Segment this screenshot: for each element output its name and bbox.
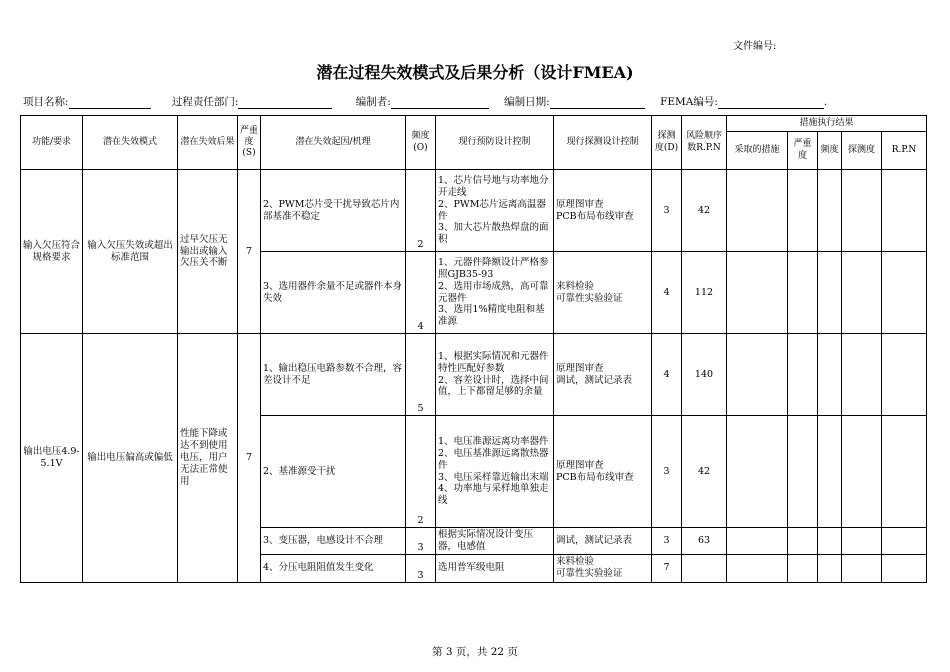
new-severity-cell <box>788 170 818 252</box>
action-cell <box>727 252 788 334</box>
new-detection-cell <box>842 528 882 555</box>
new-occurrence-cell <box>818 554 842 582</box>
function-cell: 输入欠压符合规格要求 <box>21 170 83 334</box>
header-severity: 严重度(S) <box>238 116 261 170</box>
header-new-detection: 探测度 <box>842 132 882 170</box>
responsible-dept-label: 过程责任部门: <box>171 96 239 108</box>
page-footer: 第 3 页，共 22 页 <box>432 646 518 658</box>
new-occurrence-cell <box>818 170 842 252</box>
header-detection-control: 现行探测设计控制 <box>554 116 652 170</box>
header-function: 功能/要求 <box>21 116 83 170</box>
severity-cell: 7 <box>238 170 261 334</box>
header-cause: 潜在失效起因/机理 <box>261 116 406 170</box>
new-occurrence-cell <box>818 416 842 528</box>
editor-label: 编制者: <box>355 96 391 108</box>
effect-cell: 过早欠压无输出或输入欠压关不断 <box>178 170 238 334</box>
table-row <box>21 334 927 416</box>
detection-cell: 3 <box>652 170 682 252</box>
new-rpn-cell <box>882 170 927 252</box>
detection-cell: 3 <box>652 416 682 528</box>
prevention-cell: 1、电压准源远离功率器件 2、电压基准源远离散热器件 3、电压采样靠近输出末端 4、功率地与采样地单独走线 <box>436 416 554 528</box>
header-rpn: 风险顺序数R.P.N <box>682 116 727 170</box>
cause-cell: 4、分压电阻阻值发生变化 <box>261 554 406 582</box>
responsible-dept-field[interactable] <box>238 97 332 109</box>
action-cell <box>727 528 788 555</box>
occurrence-cell <box>406 528 436 555</box>
rpn-cell: 140 <box>682 334 727 416</box>
detection-control-cell: 原理图审查 PCB布局布线审查 <box>554 416 652 528</box>
project-name-field[interactable] <box>69 97 151 109</box>
action-cell <box>727 416 788 528</box>
rpn-cell: 42 <box>682 416 727 528</box>
cause-cell: 2、基准源受干扰 <box>261 416 406 528</box>
new-occurrence-cell <box>818 528 842 555</box>
new-rpn-cell <box>882 416 927 528</box>
rpn-cell: 63 <box>682 528 727 555</box>
cause-cell: 1、输出稳压电路参数不合理，容差设计不足 <box>261 334 406 416</box>
prevention-cell: 选用普军级电阻 <box>436 554 554 582</box>
new-detection-cell <box>842 416 882 528</box>
occurrence-value: 2 <box>417 239 424 251</box>
cause-cell: 3、选用器件余量不足或器件本身失效 <box>261 252 406 334</box>
header-prevention: 现行预防设计控制 <box>436 116 554 170</box>
detection-control-cell: 原理图审查 调试，测试记录表 <box>554 334 652 416</box>
occurrence-value: 5 <box>417 403 424 415</box>
detection-cell: 4 <box>652 252 682 334</box>
new-severity-cell <box>788 334 818 416</box>
detection-cell: 3 <box>652 528 682 555</box>
effect-cell: 性能下降或达不到使用电压，用户无法正常使用 <box>178 334 238 583</box>
header-new-severity: 严重度 <box>788 132 818 170</box>
occurrence-value: 2 <box>417 515 424 527</box>
new-severity-cell <box>788 554 818 582</box>
header-effect: 潜在失效后果 <box>178 116 238 170</box>
action-cell <box>727 334 788 416</box>
cause-cell: 3、变压器，电感设计不合理 <box>261 528 406 555</box>
header-occurrence: 频度(O) <box>406 116 436 170</box>
date-label: 编制日期: <box>504 96 550 108</box>
document-meta-row <box>23 94 827 109</box>
new-occurrence-cell <box>818 252 842 334</box>
rpn-cell: 112 <box>682 252 727 334</box>
rpn-cell <box>682 554 727 582</box>
prevention-cell: 1、元器件降额设计严格参照GJB35-93 2、选用市场成熟，高可靠元器件 3、选用1%精度电阻和基准源 <box>436 252 554 334</box>
severity-cell: 7 <box>238 334 261 583</box>
table-row <box>21 170 927 252</box>
new-rpn-cell <box>882 528 927 555</box>
prevention-cell: 1、芯片信号地与功率地分开走线 2、PWM芯片远离高温器件 3、加大芯片散热焊盘的面积 <box>436 170 554 252</box>
fmea-table <box>20 115 927 583</box>
fema-number-label: FEMA编号: <box>660 96 718 108</box>
prevention-cell: 根据实际情况设计变压器，电感值 <box>436 528 554 555</box>
detection-control-cell: 来料检验 可靠性实验验证 <box>554 252 652 334</box>
new-detection-cell <box>842 252 882 334</box>
page-title: 潜在过程失效模式及后果分析（设计FMEA) <box>316 63 634 82</box>
prevention-cell: 1、根据实际情况和元器件特性匹配好参数 2、容差设计时，选择中间值，上下都留足够的余量 <box>436 334 554 416</box>
header-detection: 探测度(D) <box>652 116 682 170</box>
action-cell <box>727 554 788 582</box>
cause-cell: 2、PWM芯片受干扰导致芯片内部基准不稳定 <box>261 170 406 252</box>
new-severity-cell <box>788 252 818 334</box>
failure-mode-cell: 输入欠压失效或超出标准范围 <box>83 170 178 334</box>
occurrence-value: 4 <box>417 321 424 333</box>
new-rpn-cell <box>882 554 927 582</box>
occurrence-value: 3 <box>417 541 424 553</box>
occurrence-cell <box>406 170 436 252</box>
fema-number-field[interactable] <box>718 97 824 109</box>
occurrence-cell <box>406 334 436 416</box>
date-field[interactable] <box>550 97 645 109</box>
detection-cell: 7 <box>652 554 682 582</box>
function-cell: 输出电压4.9-5.1V <box>21 334 83 583</box>
detection-control-cell: 原理图审查 PCB布局布线审查 <box>554 170 652 252</box>
new-detection-cell <box>842 554 882 582</box>
new-severity-cell <box>788 528 818 555</box>
header-new-occurrence: 频度 <box>818 132 842 170</box>
occurrence-cell <box>406 554 436 582</box>
detection-control-cell: 来料检验 可靠性实验验证 <box>554 554 652 582</box>
header-failure-mode: 潜在失效模式 <box>83 116 178 170</box>
occurrence-value: 3 <box>417 569 424 581</box>
new-rpn-cell <box>882 334 927 416</box>
new-detection-cell <box>842 170 882 252</box>
new-detection-cell <box>842 334 882 416</box>
header-new-rpn: R.P.N <box>882 132 927 170</box>
editor-field[interactable] <box>391 97 489 109</box>
detection-cell: 4 <box>652 334 682 416</box>
detection-control-cell: 调试，测试记录表 <box>554 528 652 555</box>
header-action: 采取的措施 <box>727 132 788 170</box>
trailing-dot: . <box>823 96 828 108</box>
rpn-cell: 42 <box>682 170 727 252</box>
action-cell <box>727 170 788 252</box>
occurrence-cell <box>406 416 436 528</box>
project-name-label: 项目名称: <box>23 96 69 108</box>
document-number-label: 文件编号: <box>733 41 777 52</box>
occurrence-cell <box>406 252 436 334</box>
header-results-group: 措施执行结果 <box>727 116 927 132</box>
new-severity-cell <box>788 416 818 528</box>
new-rpn-cell <box>882 252 927 334</box>
failure-mode-cell: 输出电压偏高或偏低 <box>83 334 178 583</box>
new-occurrence-cell <box>818 334 842 416</box>
